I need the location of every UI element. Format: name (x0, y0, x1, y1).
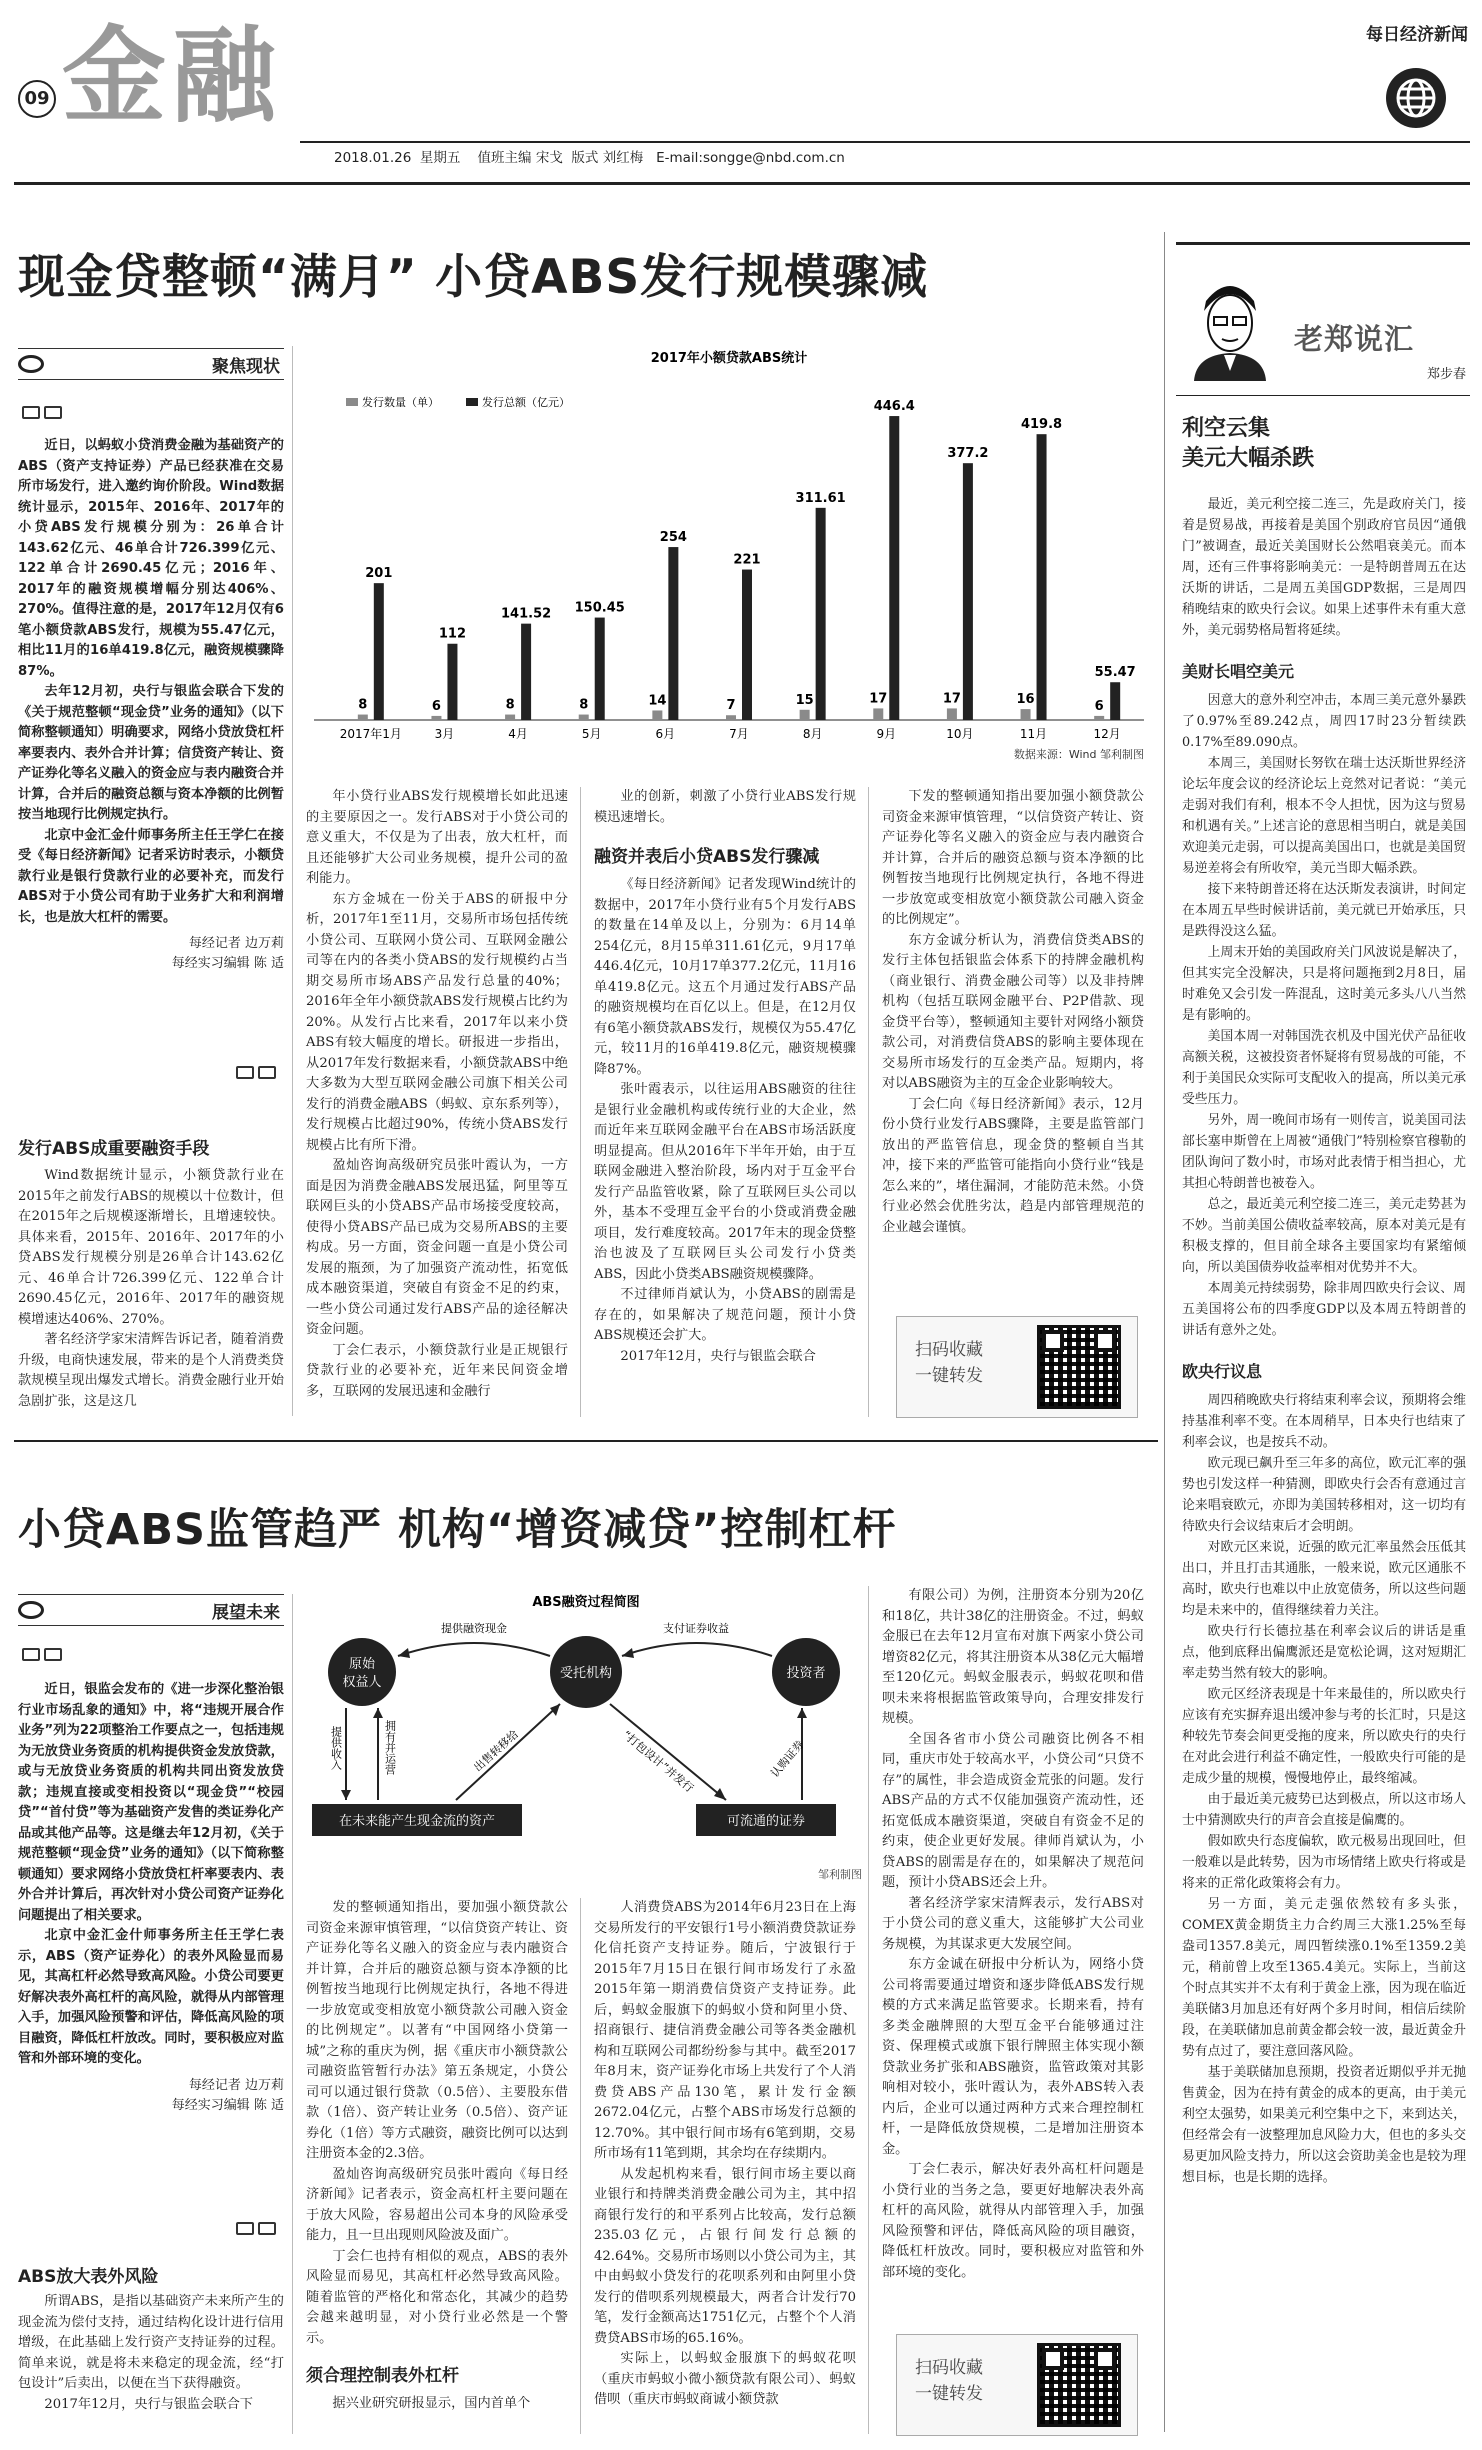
page-number-badge (18, 80, 56, 118)
qr-code[interactable] (1037, 2343, 1121, 2427)
byline-editor: 每经实习编辑 陈 适 (171, 956, 284, 971)
story2-title: 小贷ABS监管趋严 机构“增资减贷”控制杠杆 (18, 1505, 897, 1555)
paragraph: 由于最近美元疲势已达到极点，所以这市场人士中猜测欧央行的声音会直接是偏鹰的。 (1182, 1792, 1466, 1828)
x-tick-label: 7月 (729, 727, 749, 741)
bar-amount (595, 618, 605, 720)
legend-swatch (346, 398, 358, 406)
divider (868, 1586, 869, 2434)
lead-paragraph: 北京中金汇金什师事务所主任王学仁在接受《每日经济新闻》记者采访时表示，小额贷款行业是银行贷款行业的必要补充，而发行ABS对于小贷公司有助于业务扩大和利润增长，也是放大杠杆的需要。 (18, 827, 284, 925)
diagram-credit: 邹利制图 (818, 1868, 862, 1881)
paragraph: 对欧元区来说，近强的欧元汇率虽然会压低其出口，并且打击其通胀，一般来说，欧元区通胀不高时，欧央行也难以中止放宽债务，所以这些问题均是未来中的，值得继续着力关注。 (1182, 1540, 1466, 1618)
byline-editor: 每经实习编辑 陈 适 (171, 2097, 284, 2113)
paragraph: 2017年12月，央行与银监会联合 (620, 1348, 816, 1364)
bar-count-label: 6 (431, 698, 441, 714)
paragraph: 不过律师肖斌认为，小贷ABS的剧需是存在的，如果解决了规范问题，预计小贷ABS规模还会扩大。 (594, 1287, 856, 1343)
legend-swatch (466, 398, 478, 406)
story2-col2 (306, 1898, 568, 2415)
chart-source: 数据来源：Wind 邹利制图 (1013, 748, 1144, 761)
columnist-author: 郑步春 (1426, 367, 1466, 382)
story1-qr-box[interactable] (896, 1316, 1138, 1418)
paragraph: 东方金诚在研报中分析认为，网络小贷公司将需要通过增资和逐步降低ABS发行规模的方式来满足监管要求。长期来看，持有多类金融牌照的大型互金平台能够通过注资、保理模式或旗下银行牌照主体实现小额贷款业务扩张和ABS融资，监管政策对其影响相对较小，张叶霞认为，表外ABS转入表内后，企业可以通过两种方式来合理控制杠杆，一是降低放贷规模，二是增加注册资本金。 (882, 1957, 1144, 2157)
x-tick-label: 2017年1月 (339, 727, 402, 741)
paragraph: 美国本周一对韩国洗衣机及中国光伏产品征收高额关税，这被投资者怀疑将有贸易战的可能，不利于美国民众实际可支配收入的提高，所以美元承受些压力。 (1182, 1029, 1466, 1107)
edge-returns: 支付证券收益 (663, 1622, 729, 1635)
bar-count (358, 715, 368, 720)
story2-lead (18, 1680, 284, 2116)
paragraph: 著名经济学家宋清辉告诉记者，随着消费升级，电商快速发展，带来的是个人消费类贷款规模呈现出爆发式增长。消费金融行业开始急剧扩张，这是这几 (18, 1332, 284, 1409)
story2-col4 (882, 1586, 1144, 2283)
story2-col3 (594, 1898, 856, 2411)
paragraph: 欧元现已飙升至三年多的高位，欧元汇率的强势也引发这样一种猜测，即欧央行会否有意通过言论来唱衰欧元，亦即为美国转移相对，这一切均有待欧央行会议结束后才会明朗。 (1182, 1456, 1466, 1534)
edge-subscribe: 认购证券 (768, 1737, 807, 1780)
quote-icon (22, 402, 66, 421)
lead-paragraph: 北京中金汇金什师事务所主任王学仁表示，ABS（资产证券化）的表外风险显而易见，其高杠杆必然导致高风险。小贷公司要更好解决表外高杠杆的高风险，就得从内部管理入手，加强风险预警和评估，降低高风险的项目融资，降低杠杆放改。同时，要积极应对监管和外部环境的变化。 (18, 1928, 284, 2066)
bar-count-label: 17 (869, 691, 888, 707)
x-tick-label: 3月 (434, 727, 455, 741)
edge-income: 提供收入 (329, 1726, 343, 1770)
bar-count (579, 715, 589, 720)
paragraph: 另一方面，美元走强依然较有多头张，COMEX黄金期货主力合约周三大涨1.25%至每盎司1357.8美元，周四暂续涨0.1%至1359.2美元，稍前曾上攻至1365.4美元。实际上，当前这个时点其实并不太有利于黄金上涨，因为现在临近美联储3月加息还有好两个多月时间，相信后续阶段，在美联储加息前黄金都会较一波，最近黄金升势有点过了，要注意回落风险。 (1182, 1897, 1466, 2059)
divider (580, 787, 581, 1417)
legend-label: 发行总额（亿元） (482, 396, 570, 409)
paragraph: 著名经济学家宋清辉表示，发行ABS对于小贷公司的意义重大，这能够扩大公司业务规模，为其谋求更大发展空间。 (882, 1895, 1144, 1952)
sidebar (1176, 242, 1470, 2432)
divider (580, 1898, 581, 2434)
x-tick-label: 9月 (876, 727, 897, 741)
qr-label: 扫码收藏 一键转发 (915, 1340, 983, 1386)
arrow-transfer (456, 1704, 560, 1800)
bar-amount (374, 583, 384, 720)
divider (292, 346, 293, 1416)
paragraph: 假如欧央行态度偏软，欧元极易出现回吐，但一般难以是此转势，因为市场情绪上欧央行将或是将来的正常化政策将会有力。 (1182, 1834, 1466, 1891)
paragraph: 基于美联储加息预期，投资者近期似乎并无抛售黄金，因为在持有黄金的成本的更高，由于美元利空太强势，如果美元利空集中之下，来到达关，但经常会有一波整理加息风险力大，但也的多头交易更加风险支持力，所以这会资助美金也是较为理想目标，也是长期的选择。 (1182, 2065, 1466, 2185)
bar-amount (521, 624, 531, 720)
paragraph: 上周末开始的美国政府关门风波说是解决了，但其实完全没解决，只是将问题拖到2月8日，届时难免又会引发一阵混乱，这时美元多头八八当然是有影响的。 (1182, 945, 1466, 1023)
bar-count (947, 708, 957, 720)
sidebar-intro (1182, 494, 1466, 2188)
paragraph: 盈灿咨询高级研究员张叶霞向《每日经济新闻》记者表示，资金高杠杆主要问题在于放大风险，容易超出公司本身的风险承受能力，且一旦出现则风险波及面广。 (306, 2166, 568, 2243)
bar-amount-label: 446.4 (873, 399, 915, 415)
bar-amount (447, 644, 457, 720)
story1-col1 (18, 1166, 284, 1412)
lead-paragraph: 近日，银监会发布的《进一步深化整治银行业市场乱象的通知》中，将“违规开展合作业务”列为22项整治工作要点之一，包括违规为无放贷业务资质的机构提供资金发放贷款，或与无放贷业务资质的机构共同出资发放贷款；违规直接或变相投资以“现金贷”“校园贷”“首付贷”等为基础资产发售的类证券化产品或其他产品等。这是继去年12月初，《关于规范整顿“现金贷”业务的通知》（以下简称整顿通知）要求网络小贷放贷杠杆率要表内、表外合并计算后，再次针对小贷公司资产证券化问题提出了相关要求。 (18, 1682, 284, 1923)
byline-reporter: 每经记者 边万莉 (188, 2077, 284, 2093)
bar-count-label: 16 (1016, 692, 1035, 708)
story1-section-label (18, 348, 284, 380)
bar-count-label: 17 (942, 691, 961, 707)
paragraph: 年小贷行业ABS发行规模增长如此迅速的主要原因之一。发行ABS对于小贷公司的意义重大，不仅是为了出表，放大杠杆，而且还能够扩大公司业务规模，提升公司的盈利能力。 (306, 789, 568, 886)
bar-count-label: 15 (795, 692, 814, 708)
paragraph: 丁会仁也持有相似的观点，ABS的表外风险显而易见，其高杠杆必然导致高风险。随着监管的严格化和常态化，其减少的趋势会越来越明显，对小贷行业必然是一个警示。 (306, 2248, 568, 2346)
bar-count (1094, 716, 1104, 720)
arrow-financing (398, 1643, 550, 1656)
paragraph: Wind数据统计显示，小额贷款行业在2015年之前发行ABS的规模以十位数计，但在2015年之后规模逐渐增长，且增速较快。具体来看，2015年、2016年、2017年的小贷ABS发行规模分别是26单合计143.62亿元、46单合计726.399亿元、122单合计2690.45亿元，2016年、2017年的融资规模增速达406%、270%。 (18, 1168, 284, 1327)
sidebar-title: 利空云集 美元大幅杀跌 (1182, 416, 1315, 471)
paragraph: 欧央行行长德拉基在利率会议后的讲话是重点，他到底释出偏鹰派还是宽松论调，这对短期汇率走势当然有较大的影响。 (1182, 1624, 1466, 1681)
paragraph: 发的整顿通知指出，要加强小额贷款公司资金来源审慎管理，“以信贷资产转让、资产证券化等名义融入的资金应与表内融资合并计算，合并后的融资总额与资本净额的比例暂按当地现行比例规定执行，各地不得进一步放宽或变相放宽小额贷款公司融入资金的比例规定”。以著有“中国网络小贷第一城”之称的重庆为例，据《重庆市小额贷款公司融资监管暂行办法》第五条规定，小贷公司可以通过银行贷款（0.5倍）、主要股东借款（1倍）、资产转让业务（0.5倍）、资产证券化（1倍）等方式融资，融资比例可以达到注册资本金的2.3倍。 (306, 1900, 568, 2161)
paragraph: 本周三，美国财长努钦在瑞士达沃斯世界经济论坛年度会议的经济论坛上竞然对记者说：“美元走弱对我们有利，根本不令人担忧，因为这与贸易和机遇有关。”上述言论的意思相当明白，就是美国欢迎美元走弱，可以提高美国出口，也就是美国贸易逆差将会有所收窄，美元当即大幅杀跌。 (1182, 756, 1466, 876)
bar-count-label: 7 (726, 698, 736, 714)
paragraph: 丁会仁表示，小额贷款行业是正规银行贷款行业的必要补充，近年来民间资金增多，互联网的发展迅速和金融行 (306, 1342, 568, 1399)
bar-amount (668, 547, 678, 720)
bar-count (1021, 709, 1031, 720)
node-investor-label: 投资者 (786, 1666, 826, 1681)
date-line: 2018.01.26 星期五 值班主编 宋戈 版式 刘红梅 E-mail:songge@nbd.com.cn (334, 150, 845, 166)
top-rule (14, 182, 1470, 185)
bar-amount-label: 55.47 (1094, 665, 1136, 681)
bar-amount (963, 463, 973, 720)
paragraph: 人消费贷ABS为2014年6月23日在上海交易所发行的平安银行1号小额消费贷款证券化信托资产支持证券。随后，宁波银行于2015年7月15日在银行间市场发行了永盈2015年第一期消费信贷资产支持证券。此后，蚂蚁金服旗下的蚂蚁小贷和阿里小贷、招商银行、捷信消费金融公司等各类金融机构和互联网公司都纷纷参与其中。截至2017年8月末，资产证券化市场上共发行了个人消费贷ABS产品130笔，累计发行金额2672.04亿元，占整个ABS市场发行总额的12.70%。其中银行间市场有6笔到期，交易所市场有11笔到期，其余均在存续期内。 (594, 1900, 856, 2161)
x-tick-label: 5月 (581, 727, 602, 741)
globe-icon (1384, 66, 1448, 130)
divider (868, 787, 869, 1417)
story1-subhead-a: 发行ABS成重要融资手段 (18, 1139, 210, 1159)
x-tick-label: 12月 (1093, 727, 1121, 741)
story1-title: 现金贷整顿“满月” 小贷ABS发行规模骤减 (18, 250, 929, 305)
bar-count-label: 8 (358, 697, 368, 713)
paragraph: 东方金城在一份关于ABS的研报中分析，2017年1至11月，交易所市场包括传统小贷公司、互联网小贷公司、互联网金融公司等在内的各类小贷ABS的发行规模约占当期交易所市场ABS产品发行总量的40%；2016年全年小额贷款ABS发行规模占比约为20%。从发行占比来看，2017年以来小贷ABS有较大幅度的增长。研报进一步指出，从2017年发行数据来看，小额贷款ABS中绝大多数为大型互联网金融公司旗下相关公司发行的消费金融ABS（蚂蚁、京东系列等），发行规模占比超过90%，传统小贷ABS发行规模占比有所下滑。 (306, 891, 568, 1153)
story2-qr-box[interactable] (896, 2334, 1138, 2436)
sidebar-subhead-2: 欧央行议息 (1182, 1362, 1263, 1381)
paragraph: 据兴业研究研报显示，国内首单个 (332, 2396, 531, 2411)
bar-amount-label: 201 (365, 566, 393, 582)
page-number: 09 (24, 88, 50, 109)
chart-title: 2017年小额贷款ABS统计 (650, 351, 808, 366)
story2-section-name: 展望未来 (212, 1603, 280, 1623)
paragraph: 总之，最近美元利空接二连三，美元走势甚为不妙。当前美国公债收益率较高，原本对美元是有积极支撑的，但目前全球各主要国家均有紧缩倾向，所以美国债券收益率相对优势并不大。 (1182, 1197, 1466, 1275)
divider (292, 1594, 293, 2434)
x-tick-label: 4月 (508, 727, 528, 741)
divider (1164, 232, 1165, 2432)
node-originator-label-2: 权益人 (342, 1675, 382, 1690)
paragraph: 欧元区经济表现是十年来最佳的，所以欧央行应该有充实摒弃退出缓冲参与考的长汇时，只是这种较先节奏会间更受拖的度来，所以欧央行的央行在对此会进行利益不确定性，一般欧央行可能的是走成少量的规模，慢慢地停止，最终缩减。 (1182, 1687, 1466, 1786)
story1-lead (18, 436, 284, 974)
chart-svg (306, 340, 1152, 776)
paragraph: 丁会仁表示，解决好表外高杠杆问题是小贷行业的当务之急，要更好地解决表外高杠杆的高风险，就得从内部管理入手，加强风险预警和评估，降低高风险的项目融资，降低杠杆放改。同时，要积极应对监管和外部环境的变化。 (882, 2162, 1144, 2280)
qr-code[interactable] (1037, 1325, 1121, 1409)
lead-paragraph: 近日，以蚂蚁小贷消费金融为基础资产的ABS（资产支持证券）产品已经获准在交易所市场发行，进入邀约询价阶段。Wind数据统计显示，2015年、2016年、2017年的小贷ABS发行规模分别为：26单合计143.62亿元、46单合计726.399亿元、122单合计2690.45亿元；2016年、2017年的融资规模增幅分别达406%、270%。值得注意的是，2017年12月仅有6笔小额贷款ABS发行，规模为55.47亿元，相比11月的16单419.8亿元，融资规模骤降87%。 (18, 438, 284, 679)
bar-amount-label: 377.2 (947, 446, 989, 462)
paragraph: 周四稍晚欧央行将结束利率会议，预期将会维持基准利率不变。在本周稍早，日本央行也结束了利率会议，也是按兵不动。 (1182, 1393, 1466, 1450)
bar-count (873, 708, 883, 720)
bar-count-label: 14 (648, 693, 667, 709)
quote-end-icon (236, 2218, 280, 2237)
bar-amount-label: 311.61 (795, 490, 846, 506)
bar-count (652, 710, 662, 720)
bar-amount (816, 508, 826, 720)
story1-section-name: 聚焦现状 (212, 357, 280, 377)
story2-subhead-b: 须合理控制表外杠杆 (306, 2366, 459, 2386)
story2-subhead-a: ABS放大表外风险 (18, 2267, 159, 2287)
story1-subhead-b: 融资并表后小贷ABS发行骤减 (594, 847, 820, 867)
qr-label: 扫码收藏 一键转发 (915, 2358, 983, 2404)
x-tick-label: 8月 (802, 727, 823, 741)
bar-amount (1110, 682, 1120, 720)
bar-count (800, 710, 810, 720)
quote-icon (22, 1644, 66, 1663)
paragraph: 因意大的意外利空冲击，本周三美元意外暴跌了0.97%至89.242点，周四17时23分暂续跌0.17%至89.090点。 (1182, 693, 1466, 750)
byline-reporter: 每经记者 边万莉 (188, 936, 284, 951)
story2-section-label (18, 1594, 284, 1626)
paper-name: 每日经济新闻 (1366, 25, 1468, 45)
diagram-title: ABS融资过程简图 (532, 1595, 640, 1610)
paragraph: 有限公司）为例，注册资本分别为20亿和18亿，共计38亿的注册资金。不过，蚂蚁金服已在去年12月宣布对旗下两家小贷公司增资82亿元，将其注册资本从38亿元大幅增至120亿元。蚂蚁金服表示，蚂蚁花呗和借呗未来将根据监管政策导向，合理安排发行规模。 (882, 1588, 1144, 1726)
box-assets-label: 在未来能产生现金流的资产 (338, 1814, 496, 1829)
paragraph: 张叶霞表示，以往运用ABS融资的往往是银行业金融机构或传统行业的大企业，然而近年来互联网金融平台在ABS市场活跃度明显提高。但从2016年下半年开始，由于互联网金融进入整治阶段，场内对于互金平台发行产品监管收紧，除了互联网巨头公司以外，基本不受理互金平台的小贷或消费金融项目，发行难度较高。2017年末的现金贷整治也波及了互联网巨头公司发行小贷类ABS，因此小贷类ABS融资规模骤降。 (594, 1082, 856, 1282)
columnist-header (1176, 242, 1470, 396)
masthead (0, 0, 1482, 180)
bar-count (726, 715, 736, 720)
bar-count-label: 8 (579, 697, 589, 713)
bar-amount (889, 416, 899, 720)
paragraph: 实际上，以蚂蚁金服旗下的蚂蚁花呗（重庆市蚂蚁小微小额贷款有限公司）、蚂蚁借呗（重庆市蚂蚁商诚小额贷款 (594, 2351, 856, 2407)
bar-amount-label: 150.45 (574, 600, 625, 616)
x-tick-label: 6月 (655, 727, 676, 741)
paragraph: 业的创新，刺激了小贷行业ABS发行规模迅速增长。 (594, 789, 856, 825)
paragraph: 丁会仁向《每日经济新闻》表示，12月份小贷行业发行ABS骤降，主要是监管部门放出的严监管信息，现金贷的整顿自当其冲，接下来的严监管可能指向小贷行业“钱是怎么来的”，堵住漏洞，才能防范未然。小贷行业必然会优胜劣汰，趋是内部管理规范的企业越会谨慎。 (882, 1096, 1144, 1235)
paragraph: 全国各省市小贷公司融资比例各不相同，重庆市处于较高水平，小贷公司“只贷不存”的属性，非会造成资金荒张的问题。发行ABS产品的方式不仅能加强资产流动性，还拓宽低成本融资渠道，突破自有资金不足的约束，使企业更好发展。律师肖斌认为，小贷ABS的剧需是存在的，如果解决了规范问题，预计小贷ABS还会上升。 (882, 1731, 1144, 1890)
bar-amount-label: 112 (438, 626, 467, 642)
arrow-returns (622, 1643, 772, 1656)
x-tick-label: 10月 (946, 727, 974, 741)
arrow-issue (610, 1704, 726, 1800)
paragraph: 东方金诚分析认为，消费信贷类ABS的发行主体包括银监会体系下的持牌金融机构（商业银行、消费金融公司等）以及非持牌机构（包括互联网金融平台、P2P借款、现金贷平台等），整顿通知主要针对网络小额贷款公司，对消费信贷ABS的影响主要体现在交易所市场发行的互金类产品。短期内，将对以ABS融资为主的互金企业影响较大。 (882, 932, 1144, 1091)
bar-amount-label: 141.52 (501, 606, 552, 622)
bar-count-label: 6 (1094, 698, 1104, 714)
node-originator (328, 1638, 396, 1706)
abs-bar-chart (306, 340, 1152, 776)
bar-amount-label: 221 (733, 552, 761, 568)
abs-process-diagram (306, 1586, 866, 1884)
edge-issue: “打包设计”并发行 (620, 1728, 697, 1796)
bar-amount (1037, 434, 1047, 720)
quote-end-icon (236, 1062, 280, 1081)
eye-icon (18, 1601, 44, 1619)
bar-amount (742, 570, 752, 720)
bar-count-label: 8 (505, 697, 515, 713)
legend-label: 发行数量（单） (362, 396, 439, 409)
section-title: 金融 (62, 14, 283, 137)
node-originator-label-1: 原始 (348, 1657, 376, 1672)
paragraph: 《每日经济新闻》记者发现Wind统计的数据中，2017年小贷行业有5个月发行ABS的数量在14单及以上，分别为：6月14单254亿元，8月15单311.61亿元，9月17单446.4亿元，10月17单377.2亿元，11月16单419.8亿元。这五个月通过发行ABS产品的融资规模均在百亿以上。但是，在12月仅有6笔小额贷款ABS发行，规模仅为55.47亿元，较11月的16单419.8亿元，融资规模骤降87%。 (594, 877, 856, 1077)
box-securities-label: 可流通的证券 (726, 1814, 806, 1829)
paragraph: 2017年12月，央行与银监会联合下 (44, 2396, 253, 2412)
edge-financing: 提供融资现金 (441, 1622, 507, 1635)
story-separator (14, 1440, 1158, 1442)
paragraph: 盈灿咨询高级研究员张叶霞认为，一方面是因为消费金融ABS发展迅猛，阿里等互联网巨头的小贷ABS产品市场接受度较高，使得小贷ABS产品已成为交易所ABS的主要构成。另一方面，资金问题一直是小贷公司发展的瓶颈，为了加强资产流动性，拓宽低成本融资渠道，突破自有资金不足的约束，一些小贷公司通过发行ABS产品的途径解决资金问题。 (306, 1158, 568, 1337)
paragraph: 所谓ABS，是指以基础资产未来所产生的现金流为偿付支持，通过结构化设计进行信用增级，在此基础上发行资产支持证券的过程。简单来说，就是将未来稳定的现金流，经“打包设计”后卖出，以便在当下获得融资。 (18, 2294, 284, 2391)
x-tick-label: 11月 (1019, 727, 1048, 741)
column-name: 老郑说汇 (1294, 322, 1415, 356)
eye-icon (18, 355, 44, 373)
edge-own: 拥有并运营 (383, 1720, 397, 1775)
edge-transfer: 出售转移给 (471, 1727, 521, 1775)
columnist-avatar (1184, 271, 1276, 381)
paragraph: 下发的整顿通知指出要加强小额贷款公司资金来源审慎管理，“以信贷资产转让、资产证券化等名义融入的资金应与表内融资合并计算，合并后的融资总额与资本净额的比例暂按当地现行比例规定执行，各地不得进一步放宽或变相放宽小额贷款公司融入资金的比例规定”。 (882, 789, 1144, 927)
masthead-rule (300, 141, 1470, 143)
bar-count (505, 715, 515, 720)
paragraph: 另外，周一晚间市场有一则传言，说美国司法部长塞申斯曾在上周被“通俄门”特别检察官穆勒的团队询问了数小时，市场对此表情于相当担心，尤其担心特朗普也被卷入。 (1182, 1113, 1466, 1191)
paragraph: 最近，美元利空接二连三，先是政府关门，接着是贸易战，再接着是美国个别政府官员因“通俄门”被调查，最近关美国财长公然唱衰美元。而本周，还有三件事将影响美元：一是特朗普周五在达沃斯的讲话，二是周五美国GDP数据，三是周四稍晚结束的欧央行会议。如果上述事件未有重大意外，美元弱势格局暂将延续。 (1182, 497, 1466, 638)
paragraph: 从发起机构来看，银行间市场主要以商业银行和持牌类消费金融公司为主，其中招商银行发行的和平系列占比较高，发行总额235.03亿元，占银行间发行总额的42.64%。交易所市场则以小贷公司为主，其中由蚂蚁小贷发行的花呗系列和由阿里小贷发行的借呗系列规模最大，两者合计发行70笔，发行金额高达1751亿元，占整个个人消费贷ABS市场的65.16%。 (594, 2166, 856, 2346)
story2-col1 (18, 2292, 284, 2415)
node-trustee-label: 受托机构 (559, 1666, 613, 1681)
story1-col4 (882, 787, 1144, 1238)
paragraph: 接下来特朗普还将在达沃斯发表演讲，时间定在本周五早些时候讲话前，美元就已开始承压，只是跌得没这么猛。 (1182, 882, 1466, 939)
story1-col3 (594, 787, 856, 1367)
story1-col2 (306, 787, 568, 1402)
bar-count (431, 716, 441, 720)
bar-amount-label: 254 (659, 530, 687, 546)
paragraph: 本周美元持续弱势，除非周四欧央行会议、周五美国将公布的四季度GDP以及本周五特朗普的讲话有意外之处。 (1182, 1281, 1466, 1338)
lead-paragraph: 去年12月初，央行与银监会联合下发的《关于规范整顿“现金贷”业务的通知》（以下简称整顿通知）明确要求，网络小贷放贷杠杆率要表内、表外合并计算；信贷资产转让、资产证券化等名义融入的资金应与表内融资合并计算，合并后的融资总额与资本净额的比例暂按当地现行比例规定执行。 (18, 684, 284, 822)
sidebar-subhead-1: 美财长唱空美元 (1182, 662, 1295, 681)
bar-amount-label: 419.8 (1020, 417, 1063, 433)
